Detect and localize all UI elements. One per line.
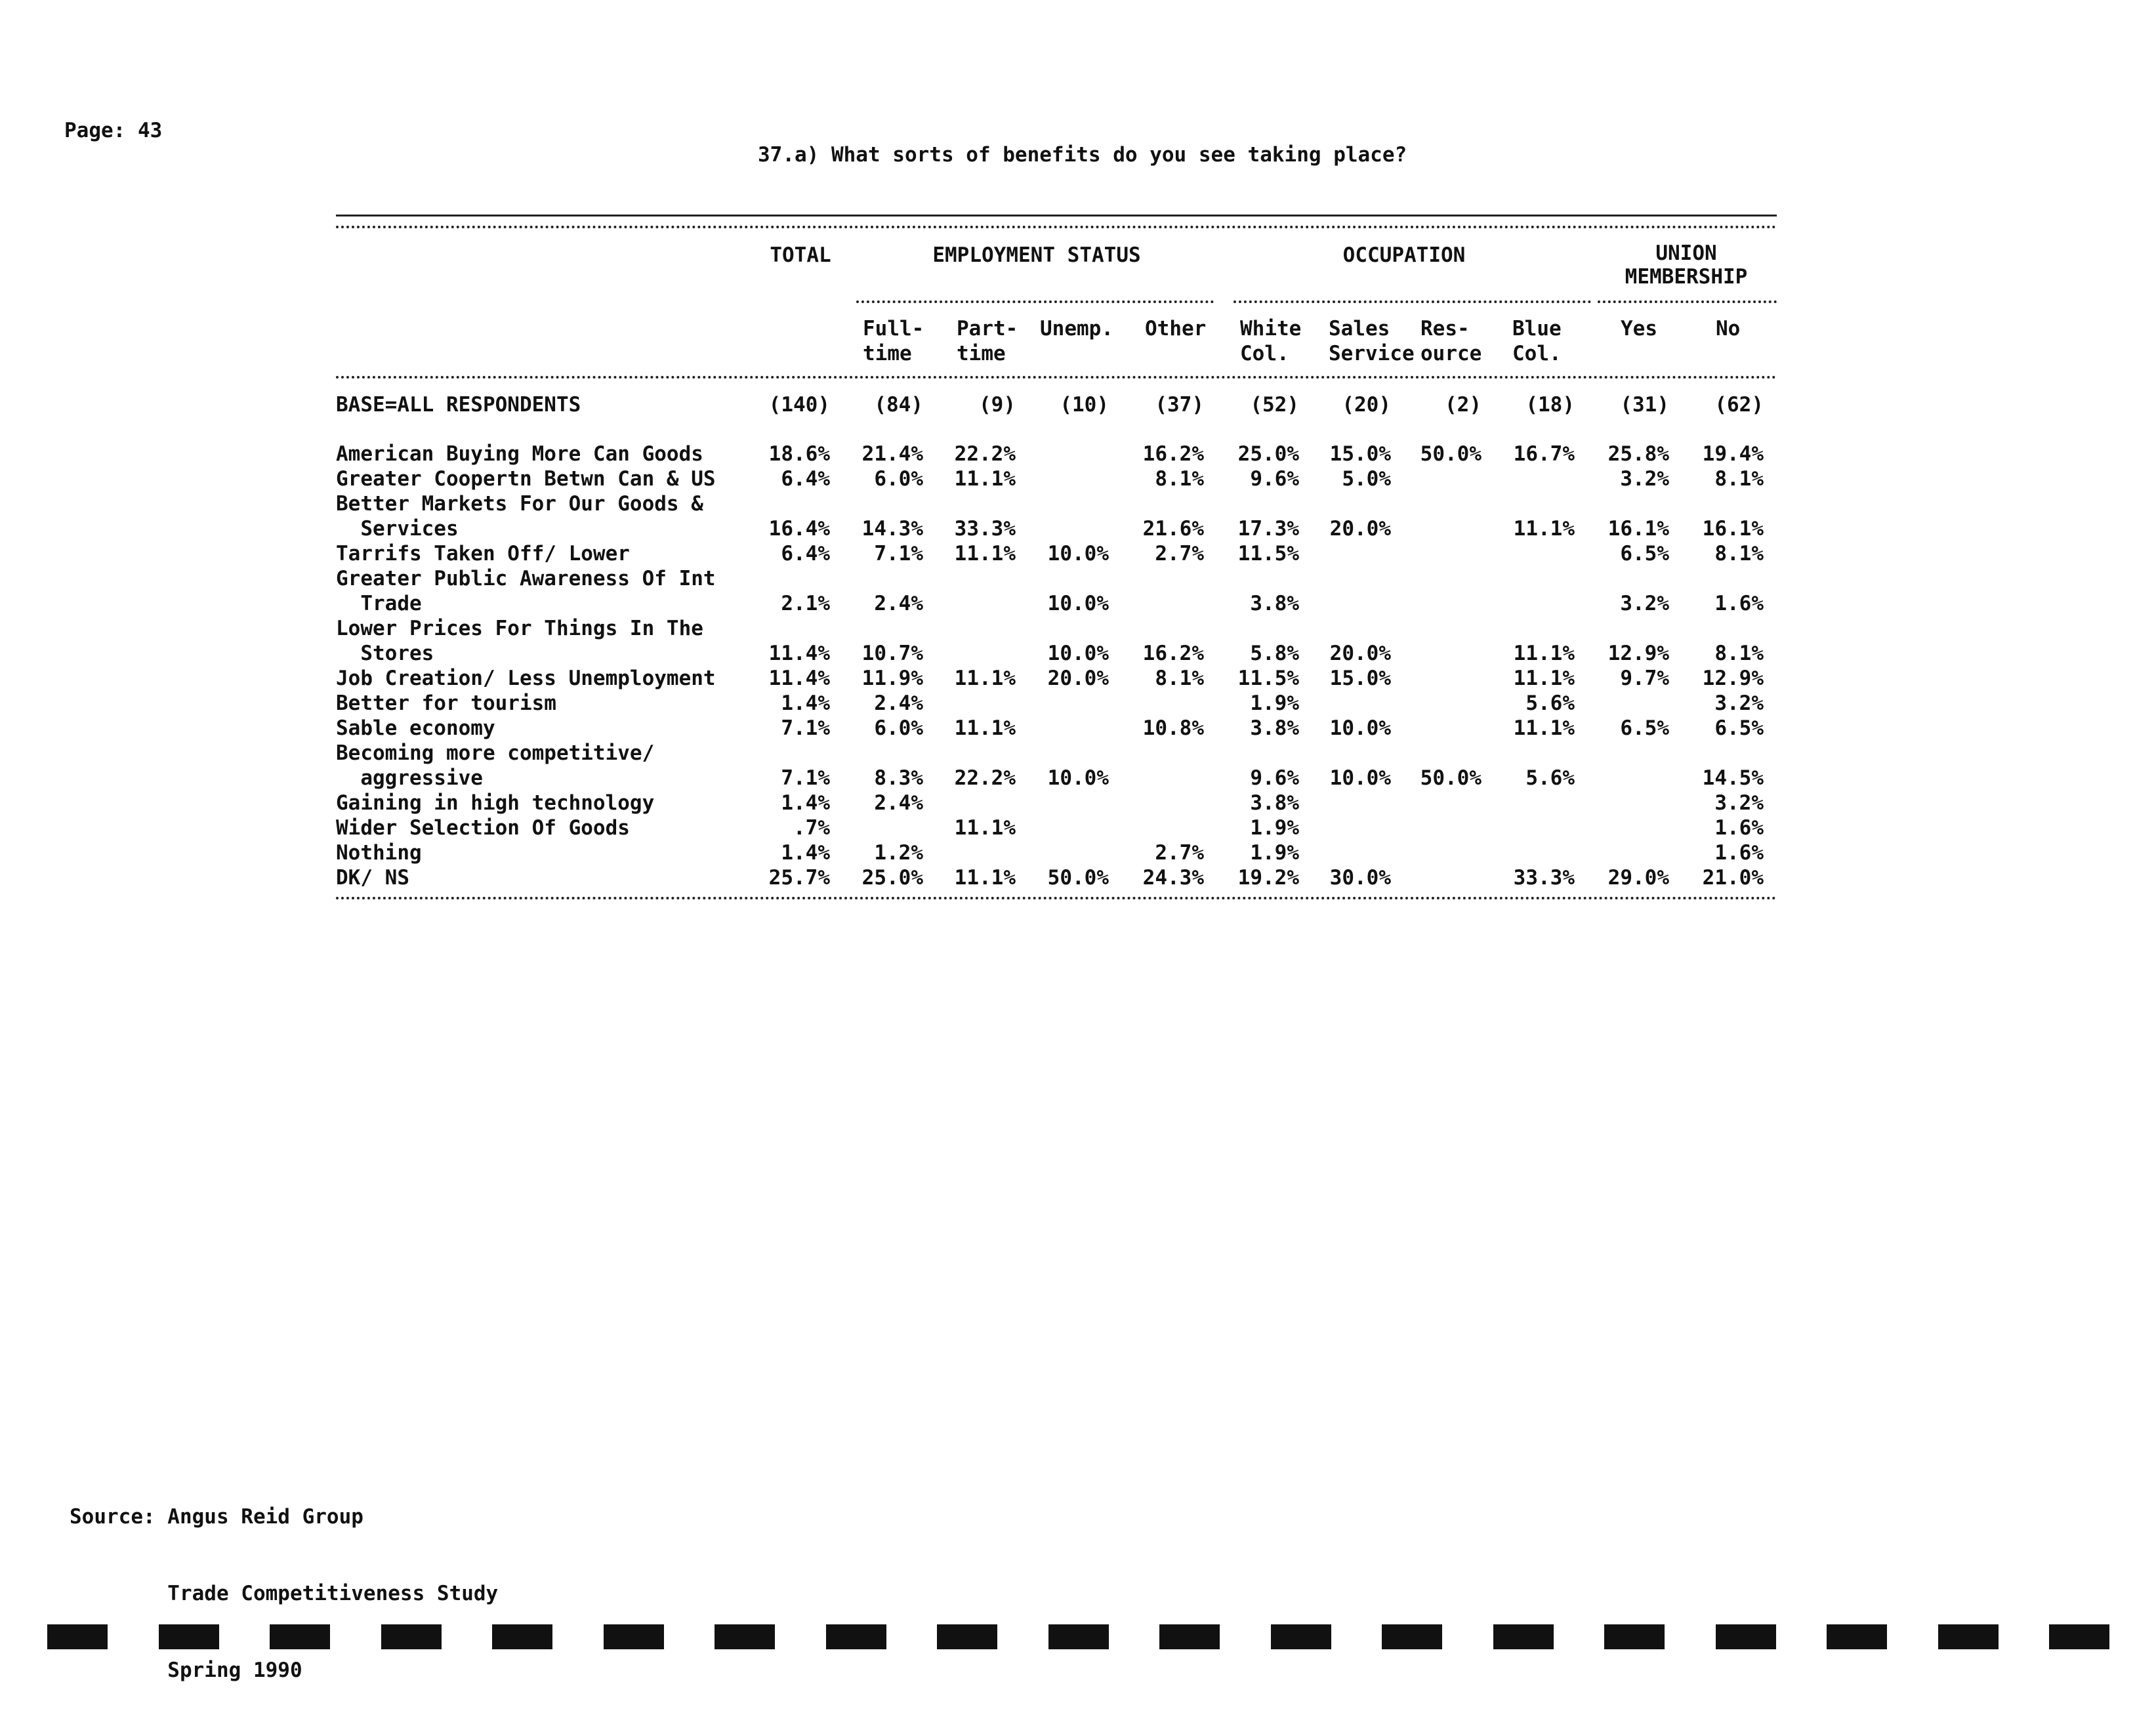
footer-mark: [715, 1624, 775, 1649]
table-cell: (52): [1250, 393, 1299, 417]
table-cell: 33.3%: [1513, 866, 1575, 890]
source-line-2: Trade Competitiveness Study: [70, 1582, 499, 1605]
table-cell: 21.6%: [1142, 517, 1204, 541]
table-cell: 10.0%: [1047, 642, 1109, 665]
column-header: No: [1716, 317, 1741, 340]
row-label: Becoming more competitive/ aggressive: [336, 741, 655, 790]
footer-mark: [1604, 1624, 1665, 1649]
table-cell: 6.0%: [874, 467, 923, 491]
table-cell: 2.7%: [1155, 542, 1204, 566]
table-cell: 16.7%: [1513, 442, 1575, 466]
table-cell: 14.3%: [861, 517, 923, 541]
table-cell: 24.3%: [1142, 866, 1204, 890]
table-cell: 5.6%: [1525, 766, 1575, 790]
footer-mark: [1716, 1624, 1776, 1649]
table-cell: 10.7%: [861, 642, 923, 665]
table-cell: (84): [874, 393, 923, 417]
footer-mark: [1382, 1624, 1442, 1649]
group-header-union: UNION: [1655, 241, 1717, 265]
table-cell: (31): [1620, 393, 1669, 417]
table-cell: 29.0%: [1607, 866, 1669, 890]
group-header-employment: EMPLOYMENT STATUS: [932, 243, 1141, 267]
footer-mark: [270, 1624, 330, 1649]
table-cell: .7%: [793, 816, 830, 840]
table-cell: 9.6%: [1250, 766, 1299, 790]
table-cell: 3.8%: [1250, 716, 1299, 740]
row-label: Gaining in high technology: [336, 791, 655, 815]
table-cell: 11.1%: [1513, 667, 1575, 690]
row-label: Better for tourism: [336, 691, 556, 715]
table-cell: 11.1%: [954, 667, 1016, 690]
table-cell: 10.0%: [1047, 542, 1109, 566]
group-header-occupation: OCCUPATION: [1342, 243, 1466, 267]
table-cell: 10.0%: [1329, 766, 1391, 790]
table-cell: 22.2%: [954, 442, 1016, 466]
table-cell: (2): [1445, 393, 1482, 417]
table-cell: 2.7%: [1155, 841, 1204, 865]
row-label: Greater Public Awareness Of Int Trade: [336, 567, 716, 615]
table-cell: 14.5%: [1702, 766, 1764, 790]
page-number: Page: 43: [64, 119, 163, 142]
table-cell: 25.8%: [1607, 442, 1669, 466]
table-cell: 5.8%: [1250, 642, 1299, 665]
table-cell: 50.0%: [1420, 766, 1482, 790]
row-label: Tarrifs Taken Off/ Lower: [336, 542, 630, 566]
table-cell: 11.1%: [1513, 517, 1575, 541]
table-cell: 1.9%: [1250, 691, 1299, 715]
header-dashed-rule: [336, 376, 1777, 379]
table-cell: 16.1%: [1607, 517, 1669, 541]
row-label: Better Markets For Our Goods & Services: [336, 492, 703, 541]
row-label: DK/ NS: [336, 866, 409, 890]
table-cell: 10.0%: [1329, 716, 1391, 740]
table-cell: 15.0%: [1329, 667, 1391, 690]
source-line-1: Source: Angus Reid Group: [70, 1505, 363, 1529]
table-cell: 11.1%: [954, 866, 1016, 890]
table-cell: 6.0%: [874, 716, 923, 740]
table-cell: 8.1%: [1714, 642, 1764, 665]
table-cell: 25.0%: [861, 866, 923, 890]
column-header: Full- time: [863, 317, 924, 365]
table-cell: 20.0%: [1329, 642, 1391, 665]
table-cell: 3.8%: [1250, 592, 1299, 615]
table-cell: (10): [1060, 393, 1109, 417]
table-cell: 10.0%: [1047, 766, 1109, 790]
footer-mark: [937, 1624, 997, 1649]
column-header: Blue Col.: [1512, 317, 1562, 365]
table-cell: 9.6%: [1250, 467, 1299, 491]
table-cell: (9): [979, 393, 1016, 417]
table-cell: 1.9%: [1250, 841, 1299, 865]
footer-mark: [1271, 1624, 1331, 1649]
table-cell: 16.4%: [768, 517, 830, 541]
footer-mark: [826, 1624, 886, 1649]
group-header-union-line2: MEMBERSHIP: [1625, 265, 1748, 289]
table-cell: 6.5%: [1620, 542, 1669, 566]
column-header: Part- time: [957, 317, 1018, 365]
source-line-3: Spring 1990: [70, 1658, 302, 1682]
table-cell: 11.1%: [954, 816, 1016, 840]
table-cell: 12.9%: [1607, 642, 1669, 665]
table-cell: 1.2%: [874, 841, 923, 865]
footer-mark: [604, 1624, 664, 1649]
table-cell: 17.3%: [1237, 517, 1299, 541]
table-cell: 2.1%: [781, 592, 830, 615]
table-cell: (18): [1525, 393, 1575, 417]
table-cell: 25.0%: [1237, 442, 1299, 466]
row-label: American Buying More Can Goods: [336, 442, 703, 466]
table-cell: 6.4%: [781, 467, 830, 491]
table-cell: 6.5%: [1714, 716, 1764, 740]
table-cell: 22.2%: [954, 766, 1016, 790]
table-cell: 18.6%: [768, 442, 830, 466]
row-label: Job Creation/ Less Unemployment: [336, 667, 716, 690]
table-cell: 9.7%: [1620, 667, 1669, 690]
top-solid-rule: [336, 215, 1777, 216]
table-cell: 6.5%: [1620, 716, 1669, 740]
table-cell: 2.4%: [874, 592, 923, 615]
table-cell: 3.2%: [1620, 467, 1669, 491]
table-cell: 2.4%: [874, 791, 923, 815]
column-header: Other: [1145, 317, 1207, 340]
footer-mark: [1493, 1624, 1554, 1649]
table-cell: 16.2%: [1142, 442, 1204, 466]
table-cell: 11.5%: [1237, 542, 1299, 566]
footer-mark: [381, 1624, 442, 1649]
table-cell: 15.0%: [1329, 442, 1391, 466]
row-label: Sable economy: [336, 716, 495, 740]
table-cell: (62): [1714, 393, 1764, 417]
table-cell: 11.5%: [1237, 667, 1299, 690]
table-cell: 21.0%: [1702, 866, 1764, 890]
bottom-dashed-rule: [336, 897, 1777, 899]
table-cell: 1.9%: [1250, 816, 1299, 840]
table-cell: 19.4%: [1702, 442, 1764, 466]
footer-mark: [1159, 1624, 1220, 1649]
table-cell: 3.2%: [1714, 691, 1764, 715]
table-cell: 8.1%: [1714, 542, 1764, 566]
row-label: Wider Selection Of Goods: [336, 816, 630, 840]
footer-mark: [159, 1624, 219, 1649]
union-underline: [1598, 300, 1777, 303]
table-cell: 21.4%: [861, 442, 923, 466]
table-cell: 1.4%: [781, 791, 830, 815]
employment-underline: [856, 300, 1214, 303]
column-header: Yes: [1621, 317, 1657, 340]
table-cell: 12.9%: [1702, 667, 1764, 690]
table-cell: 3.2%: [1714, 791, 1764, 815]
footer-mark: [47, 1624, 108, 1649]
group-header-total: TOTAL: [770, 243, 831, 267]
table-cell: 3.8%: [1250, 791, 1299, 815]
table-cell: 1.6%: [1714, 816, 1764, 840]
base-label: BASE=ALL RESPONDENTS: [336, 393, 581, 417]
row-label: Nothing: [336, 841, 422, 865]
table-cell: 19.2%: [1237, 866, 1299, 890]
footer-mark: [1048, 1624, 1109, 1649]
table-cell: (140): [768, 393, 830, 417]
table-cell: 5.6%: [1525, 691, 1575, 715]
source-note: [70, 1453, 498, 1709]
table-cell: 11.1%: [954, 542, 1016, 566]
footer-mark: [492, 1624, 552, 1649]
footer-mark: [1938, 1624, 1999, 1649]
table-cell: 7.1%: [781, 766, 830, 790]
table-cell: 11.1%: [954, 467, 1016, 491]
table-cell: 11.1%: [1513, 716, 1575, 740]
table-cell: 8.1%: [1155, 467, 1204, 491]
table-cell: 33.3%: [954, 517, 1016, 541]
table-cell: 25.7%: [768, 866, 830, 890]
table-cell: 8.3%: [874, 766, 923, 790]
table-cell: 11.9%: [861, 667, 923, 690]
table-cell: 7.1%: [781, 716, 830, 740]
table-cell: 20.0%: [1329, 517, 1391, 541]
table-cell: 1.6%: [1714, 592, 1764, 615]
table-cell: 8.1%: [1714, 467, 1764, 491]
table-cell: 50.0%: [1420, 442, 1482, 466]
table-cell: 20.0%: [1047, 667, 1109, 690]
table-cell: 1.6%: [1714, 841, 1764, 865]
table-cell: 1.4%: [781, 691, 830, 715]
table-cell: 10.8%: [1142, 716, 1204, 740]
table-cell: 30.0%: [1329, 866, 1391, 890]
footer-mark: [2049, 1624, 2109, 1649]
occupation-underline: [1233, 300, 1591, 303]
table-cell: 8.1%: [1155, 667, 1204, 690]
table-cell: 11.4%: [768, 667, 830, 690]
table-cell: 1.4%: [781, 841, 830, 865]
table-cell: 11.4%: [768, 642, 830, 665]
row-label: Lower Prices For Things In The Stores: [336, 617, 703, 665]
table-cell: 7.1%: [874, 542, 923, 566]
table-cell: 11.1%: [1513, 642, 1575, 665]
column-header: Res- ource: [1420, 317, 1482, 365]
table-cell: (37): [1155, 393, 1204, 417]
table-cell: 5.0%: [1342, 467, 1391, 491]
table-cell: 16.1%: [1702, 517, 1764, 541]
table-cell: 6.4%: [781, 542, 830, 566]
table-cell: 16.2%: [1142, 642, 1204, 665]
top-dashed-rule: [336, 226, 1777, 228]
column-header: White Col.: [1240, 317, 1302, 365]
column-header: Unemp.: [1040, 317, 1113, 340]
table-cell: 10.0%: [1047, 592, 1109, 615]
table-cell: 50.0%: [1047, 866, 1109, 890]
column-header: Sales Service: [1329, 317, 1415, 365]
table-cell: 3.2%: [1620, 592, 1669, 615]
question-title: 37.a) What sorts of benefits do you see taking place?: [758, 143, 1407, 167]
row-label: Greater Coopertn Betwn Can & US: [336, 467, 716, 491]
table-cell: (20): [1342, 393, 1391, 417]
table-cell: 2.4%: [874, 691, 923, 715]
table-cell: 11.1%: [954, 716, 1016, 740]
footer-mark: [1827, 1624, 1887, 1649]
